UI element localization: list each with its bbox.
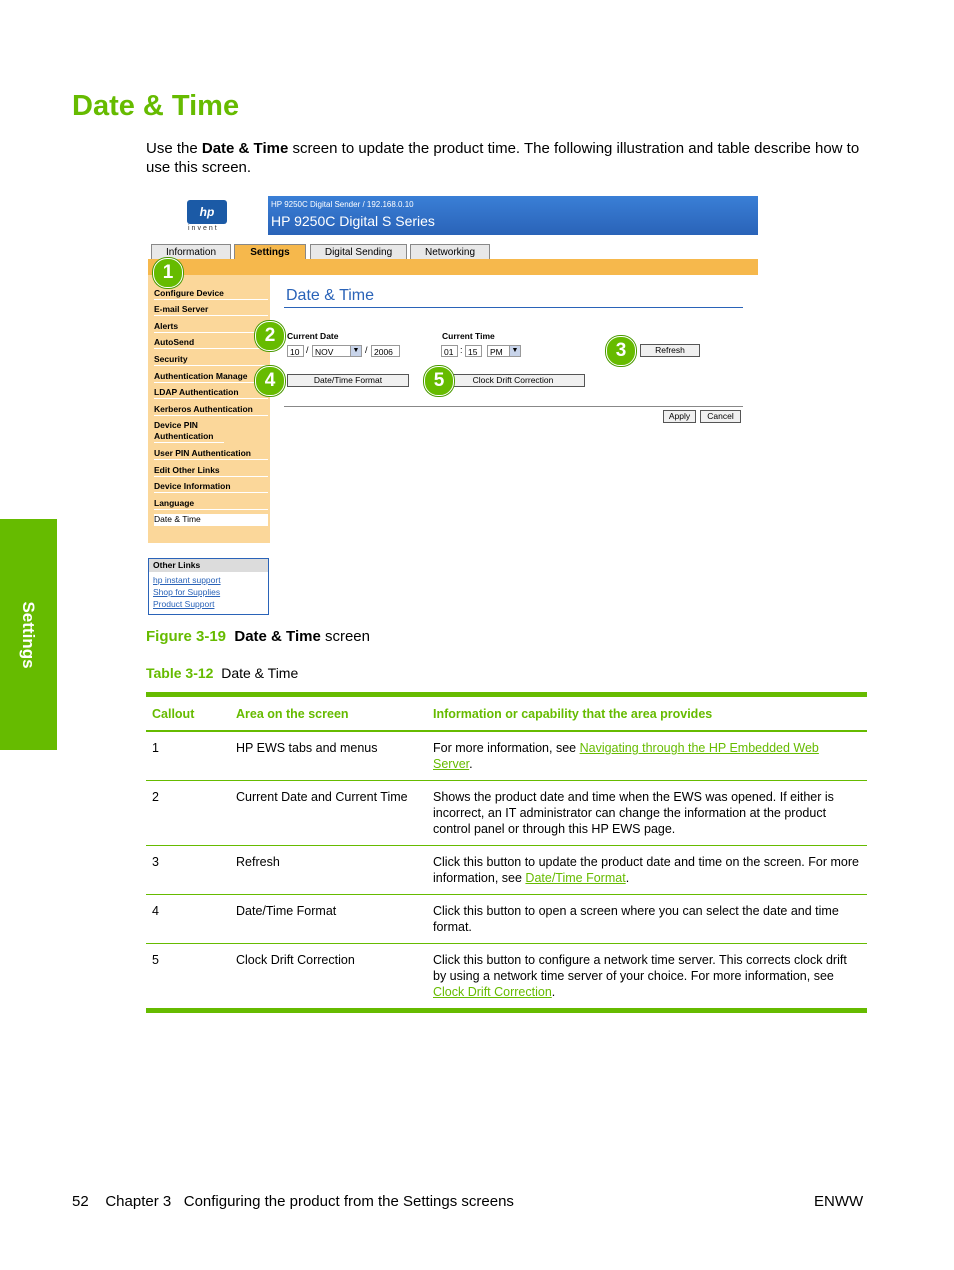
info-text: Click this button to configure a network time server. This corrects clock drift by using a network time server of your choice. For more information, see [433,953,847,983]
cell-info [427,846,867,895]
callout-1: 1 [153,258,183,288]
cell-info: Shows the product date and time when the EWS was opened. If either is incorrect, an IT administrator can change the information at the product control panel or through this HP EWS page. [427,781,867,846]
info-text-end: . [551,985,556,999]
nav-item-user-pin-authentication[interactable]: User PIN Authentication [154,448,268,460]
date-month-select[interactable] [312,345,362,357]
info-text-end: . [625,871,630,885]
chevron-down-icon: ▼ [350,346,361,356]
intro-paragraph [146,139,868,177]
cell-info [427,944,867,1011]
date-month-value: NOV [315,347,334,357]
nav-item-language[interactable]: Language [154,498,268,510]
table-title: Date & Time [221,665,299,681]
table-row [146,944,867,1011]
table-label: Table 3-12 [146,665,214,681]
figure-title-bold: Date & Time [234,628,321,645]
cell-callout: 2 [146,781,230,846]
cell-area: Current Date and Current Time [230,781,427,846]
header-callout: Callout [146,695,230,732]
current-date-label: Current Date [287,331,339,341]
cell-area: Date/Time Format [230,895,427,944]
cell-area: HP EWS tabs and menus [230,731,427,781]
callout-3: 3 [606,336,636,366]
nav-item-device-information[interactable]: Device Information [154,481,268,493]
table-row [146,731,867,781]
side-section-tab [0,519,57,750]
cell-info: Click this button to open a screen where you can select the date and time format. [427,895,867,944]
tab-digital-sending[interactable]: Digital Sending [310,244,407,259]
figure-caption [146,628,370,645]
cell-area: Refresh [230,846,427,895]
ews-content-title: Date & Time [286,287,375,304]
nav-item-autosend[interactable]: AutoSend [154,337,268,349]
intro-text: Use the [146,140,202,157]
date-separator-1: / [306,345,309,355]
date-year-field[interactable]: 2006 [371,345,400,357]
table-row [146,895,867,944]
cell-callout: 4 [146,895,230,944]
intro-text-rest: screen to update the product time. The following illustration and table describe how to use this screen. [146,140,860,176]
nav-item-date-time[interactable]: Date & Time [154,514,268,526]
date-separator-2: / [365,345,368,355]
link-shop-for-supplies[interactable]: Shop for Supplies [153,587,221,597]
side-tab-label: Settings [19,601,38,669]
cell-callout: 3 [146,846,230,895]
footer-page-chapter: 52 Chapter 3 Configuring the product from the Settings screens [72,1193,514,1210]
intro-bold: Date & Time [201,140,289,157]
header-area: Area on the screen [230,695,427,732]
chevron-down-icon: ▼ [509,346,520,356]
info-text-end: . [469,757,473,771]
nav-item-authentication-manager[interactable]: Authentication Manage [154,371,268,383]
tab-bar [148,259,758,275]
apply-button[interactable]: Apply [663,410,696,423]
table-caption [146,665,298,681]
callout-4: 4 [255,366,285,396]
table-row [146,846,867,895]
cancel-button[interactable]: Cancel [700,410,741,423]
tab-networking[interactable]: Networking [410,244,490,259]
banner-address: HP 9250C Digital Sender / 192.168.0.10 [271,200,414,209]
cell-callout: 5 [146,944,230,1011]
callout-5: 5 [424,366,454,396]
time-hour-field[interactable]: 01 [441,345,458,357]
link-hp-instant-support[interactable]: hp instant support [153,575,221,585]
cell-info [427,731,867,781]
settings-nav-menu [148,275,270,543]
banner-product-name: HP 9250C Digital S Series [271,213,435,229]
nav-item-configure-device[interactable]: Configure Device [154,288,268,300]
nav-item-email-server[interactable]: E-mail Server [154,304,268,316]
link-navigating-ews[interactable]: Navigating through the HP Embedded Web Server [433,741,819,771]
callout-table [146,692,867,1013]
nav-item-kerberos-authentication[interactable]: Kerberos Authentication [154,404,268,416]
figure-label: Figure 3-19 [146,628,227,645]
page-title: Date & Time [72,90,240,122]
hp-logo-tagline: invent [188,225,219,232]
cell-area: Clock Drift Correction [230,944,427,1011]
link-product-support[interactable]: Product Support [153,599,215,609]
link-date-time-format[interactable]: Date/Time Format [525,871,626,885]
time-ampm-select[interactable] [487,345,521,357]
time-minute-field[interactable]: 15 [465,345,482,357]
header-info: Information or capability that the area provides [427,695,867,732]
other-links-title: Other Links [149,559,268,572]
info-text: Click this button to update the product date and time on the screen. For more information, see [433,855,859,885]
content-divider [284,406,743,407]
datetime-format-button[interactable]: Date/Time Format [287,374,409,387]
callout-2: 2 [255,321,285,351]
info-text: For more information, see [433,741,580,755]
date-day-field[interactable]: 10 [287,345,304,357]
nav-item-device-pin-authentication[interactable]: Device PIN Authentication [154,420,224,443]
current-time-label: Current Time [442,331,495,341]
clock-drift-correction-button[interactable]: Clock Drift Correction [441,374,585,387]
nav-item-security[interactable]: Security [154,354,268,366]
other-links-box [148,558,269,615]
tab-settings[interactable]: Settings [234,244,306,259]
cell-callout: 1 [146,731,230,781]
tab-information[interactable]: Information [151,244,231,259]
refresh-button[interactable]: Refresh [640,344,700,357]
nav-item-ldap-authentication[interactable]: LDAP Authentication [154,387,268,399]
time-separator: : [460,345,463,355]
time-ampm-value: PM [490,347,503,357]
hp-logo: hp [187,200,227,224]
ews-banner [268,196,758,235]
content-title-rule [284,307,743,308]
table-row [146,781,867,846]
link-clock-drift-correction[interactable]: Clock Drift Correction [433,985,552,999]
nav-item-edit-other-links[interactable]: Edit Other Links [154,465,268,477]
footer-edition: ENWW [814,1193,864,1210]
table-header-row [146,695,867,732]
figure-title-rest: screen [320,628,370,645]
nav-item-alerts[interactable]: Alerts [154,321,268,333]
